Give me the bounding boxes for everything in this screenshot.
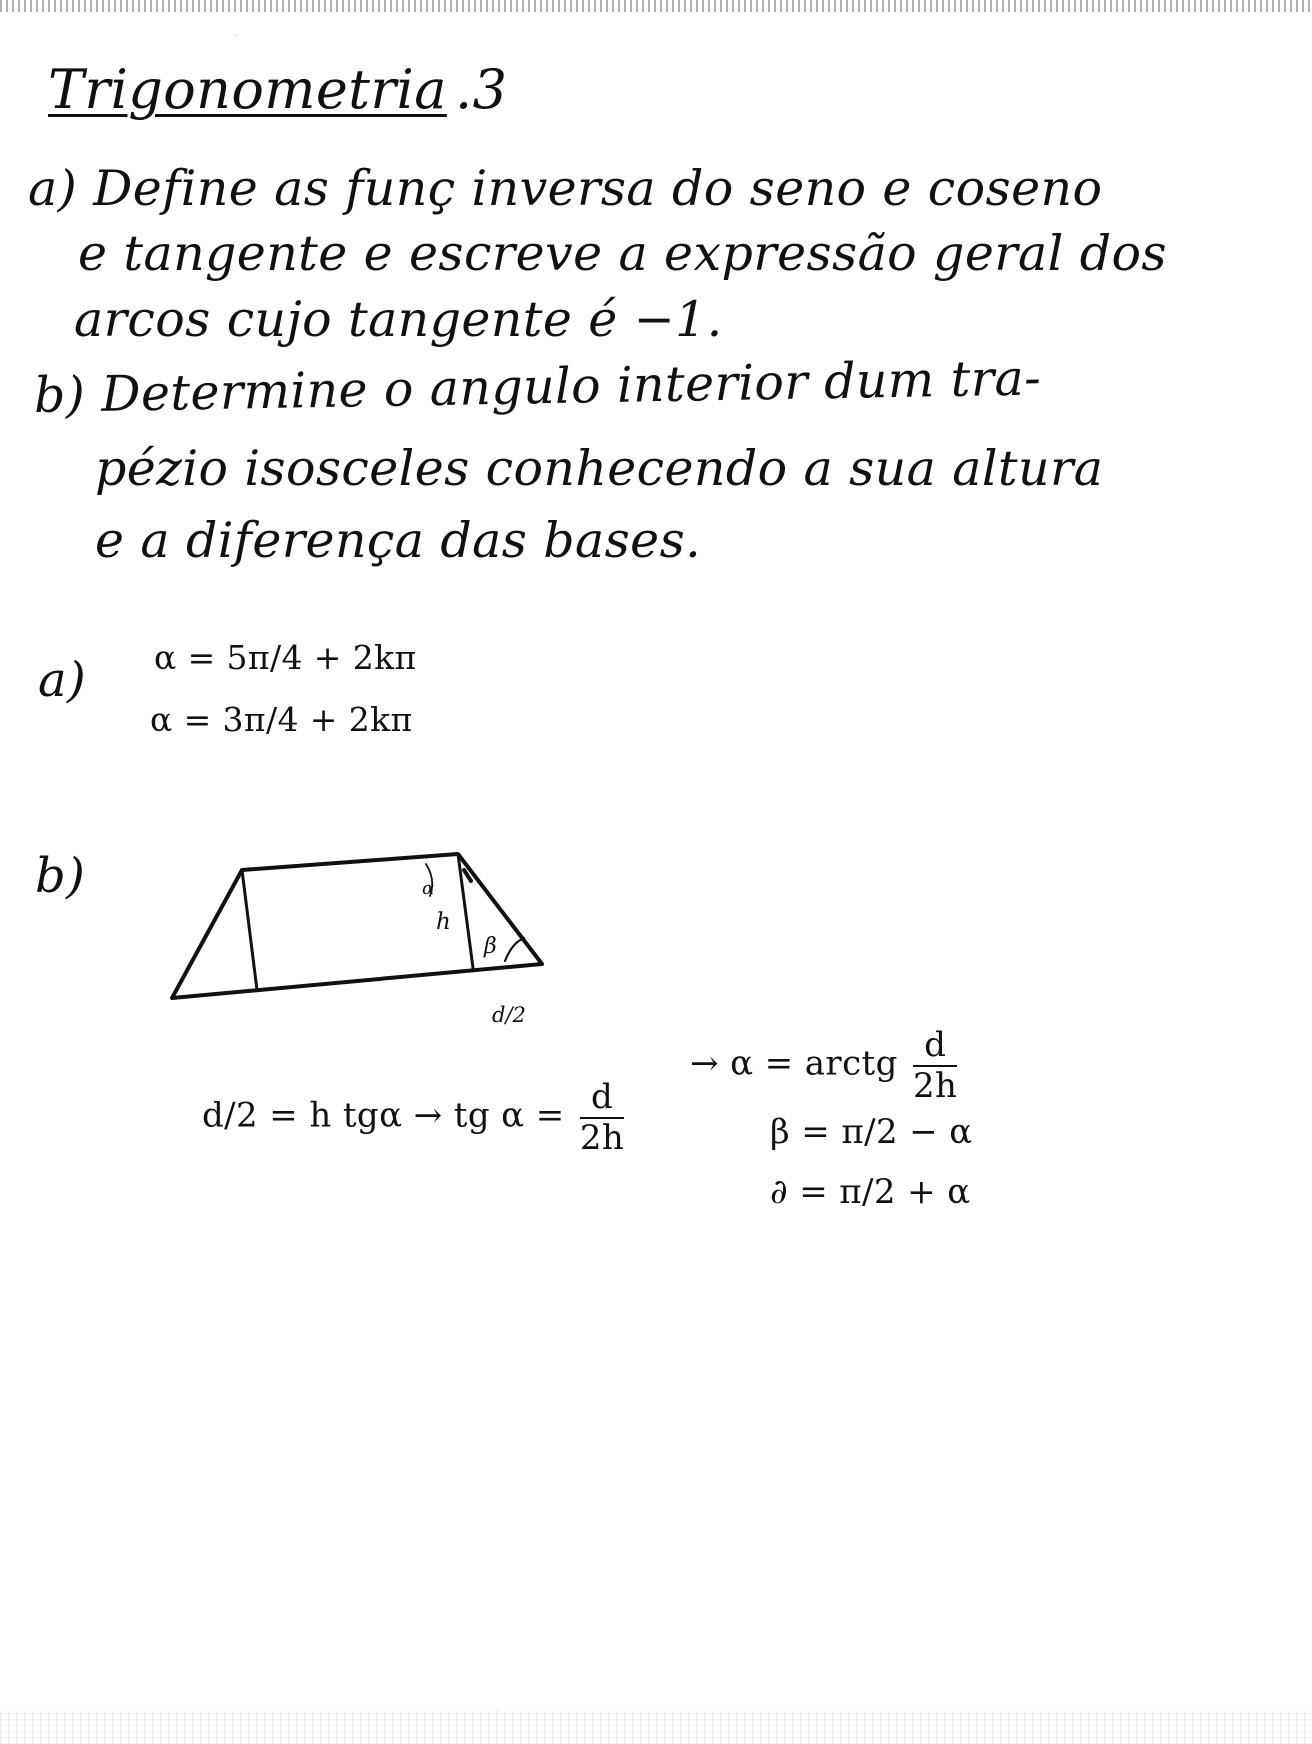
- tangent-relation-formula: [202, 1077, 628, 1158]
- document-title-suffix: .3: [455, 58, 508, 121]
- question-line-6: e a diferença das bases.: [95, 512, 702, 569]
- question-line-5: pézio isosceles conhecendo a sua altura: [95, 440, 1104, 497]
- arctangent-start: → α = arctg: [690, 1043, 898, 1084]
- arctangent-formula: [690, 1025, 961, 1106]
- diagram-height-label: h: [436, 909, 451, 935]
- isosceles-trapezoid-diagram: [160, 840, 580, 1040]
- beta-arc: [505, 938, 524, 961]
- tangent-relation-denominator: 2h: [579, 1118, 625, 1158]
- left-height-line: [242, 870, 257, 990]
- tangent-relation-numerator: d: [580, 1080, 624, 1119]
- tangent-relation-fraction: [579, 1077, 625, 1158]
- solution-b-label: b): [35, 848, 86, 904]
- document-title: Trigonometria: [48, 58, 447, 121]
- arctangent-numerator: d: [913, 1028, 957, 1067]
- solution-a-label: a): [38, 652, 87, 708]
- scan-noise-top: [0, 0, 1312, 12]
- arctangent-denominator: 2h: [912, 1066, 958, 1106]
- exterior-angle-formula: ∂ = π/2 + α: [770, 1172, 971, 1212]
- trapezoid-outline: [172, 854, 542, 998]
- diagram-alpha-label: α: [422, 878, 435, 899]
- question-line-1: a) Define as funç inversa do seno e coseno: [28, 160, 1103, 217]
- solution-a-equation-2: α = 3π/4 + 2kπ: [150, 700, 413, 739]
- scan-noise-bottom: [0, 1710, 1312, 1744]
- beta-formula: β = π/2 − α: [770, 1112, 973, 1152]
- solution-a-equation-1: α = 5π/4 + 2kπ: [154, 638, 417, 677]
- arctangent-fraction: [912, 1025, 958, 1106]
- question-line-3: arcos cujo tangente é −1.: [74, 291, 723, 348]
- diagram-beta-label: β: [484, 934, 497, 959]
- question-line-4: b) Determine o angulo interior dum tra-: [33, 349, 1042, 424]
- question-line-2: e tangente e escreve a expressão geral dos: [78, 225, 1167, 282]
- tangent-relation-start: d/2 = h tgα → tg α =: [202, 1095, 565, 1136]
- diagram-half-difference-label: d/2: [492, 1003, 526, 1027]
